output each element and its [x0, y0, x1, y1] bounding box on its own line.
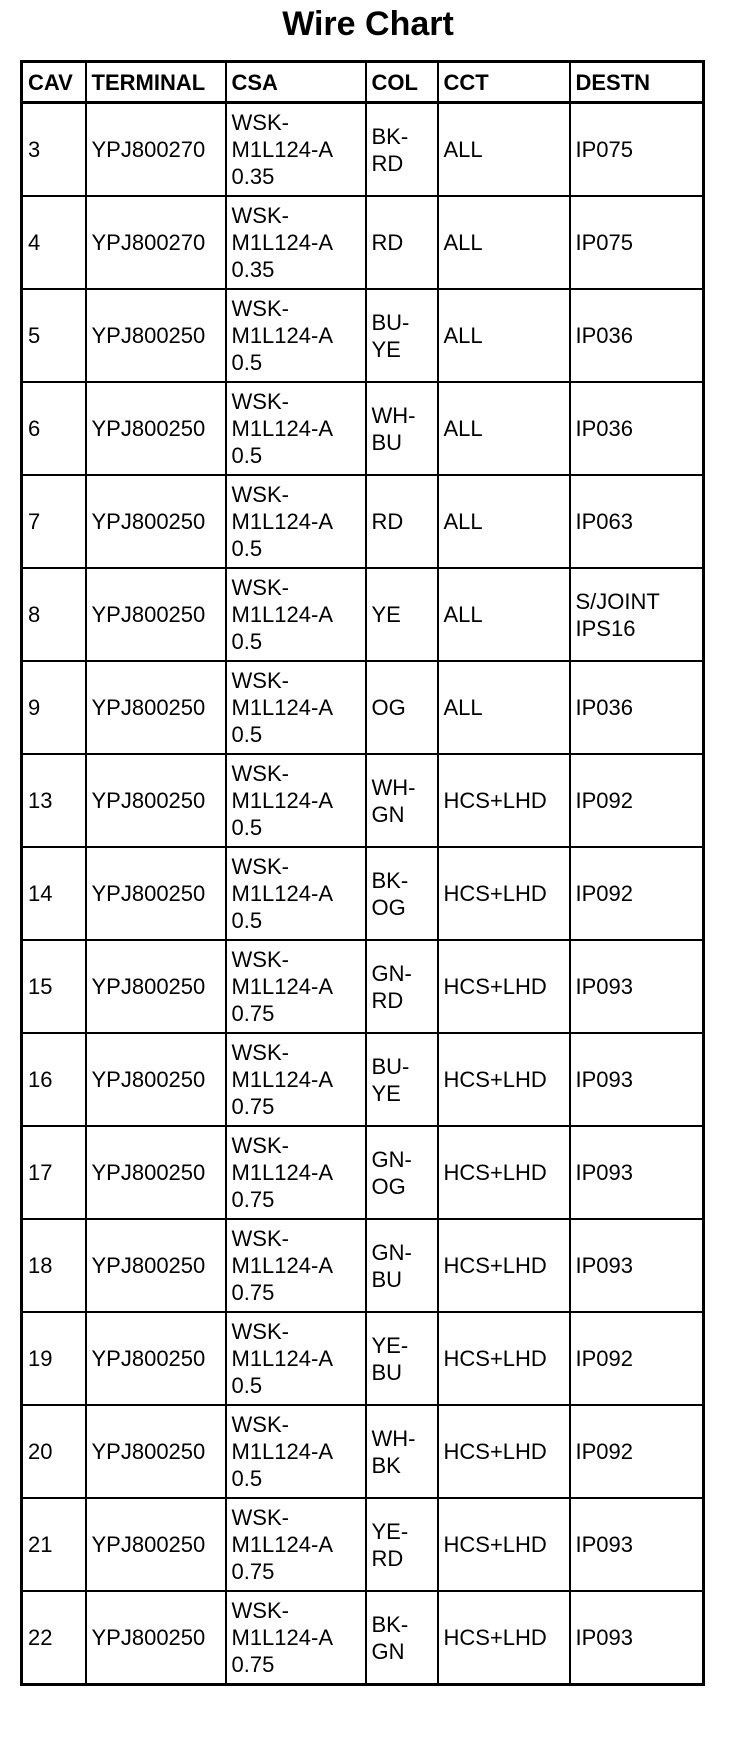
cell-destn-line: IP092: [575, 881, 633, 906]
cell-col: [366, 1591, 438, 1685]
cell-col: [366, 196, 438, 289]
cell-destn: [570, 847, 704, 940]
cell-destn-line: IP093: [575, 974, 633, 999]
cell-col-line: BU-: [371, 1053, 410, 1079]
cell-col: [366, 1033, 438, 1126]
column-header-terminal: TERMINAL: [86, 62, 226, 103]
table-row: [22, 289, 704, 382]
cell-destn-line: S/JOINT: [575, 588, 660, 614]
cell-csa: [226, 289, 366, 382]
table-row: [22, 1498, 704, 1591]
cell-terminal: YPJ800250: [86, 1219, 226, 1312]
cell-cct: HCS+LHD: [438, 1405, 570, 1498]
table-row: [22, 103, 704, 197]
cell-destn-line: IP075: [575, 137, 633, 162]
cell-csa-line: 0.75: [231, 1652, 275, 1677]
cell-csa-line: M1L124-A: [231, 1532, 334, 1557]
cell-csa-line: 0.5: [231, 722, 263, 747]
cell-csa-line: M1L124-A: [231, 974, 334, 999]
cell-csa-line: 0.75: [231, 1001, 275, 1026]
table-row: [22, 1591, 704, 1685]
cell-csa: [226, 940, 366, 1033]
column-header-csa: CSA: [226, 62, 366, 103]
cell-col-line: GN: [371, 1638, 405, 1664]
table-row: [22, 661, 704, 754]
cell-destn: [570, 1126, 704, 1219]
cell-csa-line: M1L124-A: [231, 881, 334, 906]
cell-cav: 18: [22, 1219, 86, 1312]
cell-destn: [570, 568, 704, 661]
cell-cav: 6: [22, 382, 86, 475]
cell-csa-line: WSK-: [231, 296, 289, 321]
cell-csa: [226, 475, 366, 568]
cell-cav: 14: [22, 847, 86, 940]
cell-destn: [570, 382, 704, 475]
cell-destn-line: IP063: [575, 509, 633, 534]
cell-terminal: YPJ800250: [86, 1405, 226, 1498]
cell-destn-line: IP093: [575, 1253, 633, 1278]
cell-destn: [570, 661, 704, 754]
cell-csa: [226, 1126, 366, 1219]
cell-col-line: WH-: [371, 402, 416, 428]
cell-csa-line: M1L124-A: [231, 1625, 334, 1650]
cell-csa-line: WSK-: [231, 1412, 289, 1437]
cell-csa-line: 0.35: [231, 257, 275, 282]
cell-cav: 3: [22, 103, 86, 197]
cell-cav: 21: [22, 1498, 86, 1591]
cell-cct: HCS+LHD: [438, 1498, 570, 1591]
cell-destn-line: IP036: [575, 416, 633, 441]
cell-csa-line: M1L124-A: [231, 1346, 334, 1371]
cell-cav: 17: [22, 1126, 86, 1219]
column-header-cav: CAV: [22, 62, 86, 103]
cell-terminal: YPJ800270: [86, 103, 226, 197]
column-header-destn: DESTN: [570, 62, 704, 103]
cell-terminal: YPJ800250: [86, 1312, 226, 1405]
cell-cct: ALL: [438, 382, 570, 475]
cell-csa-line: M1L124-A: [231, 602, 334, 627]
table-body: [22, 103, 704, 1685]
cell-col: [366, 1405, 438, 1498]
cell-col: [366, 1126, 438, 1219]
cell-csa-line: M1L124-A: [231, 1253, 334, 1278]
cell-terminal: YPJ800250: [86, 1591, 226, 1685]
cell-csa-line: M1L124-A: [231, 1067, 334, 1092]
cell-cct: ALL: [438, 661, 570, 754]
cell-col-line: RD: [371, 150, 404, 176]
cell-cct: HCS+LHD: [438, 1033, 570, 1126]
cell-destn: [570, 103, 704, 197]
table-header: [22, 62, 704, 103]
cell-col-line: YE: [371, 1080, 401, 1106]
cell-col: [366, 754, 438, 847]
cell-csa: [226, 103, 366, 197]
cell-cav: 9: [22, 661, 86, 754]
cell-destn: [570, 940, 704, 1033]
cell-destn: [570, 1219, 704, 1312]
cell-col-line: BK-: [371, 1611, 409, 1637]
wire-chart-table: [20, 60, 705, 1686]
cell-col: [366, 847, 438, 940]
cell-csa-line: 0.5: [231, 443, 263, 468]
cell-csa-line: 0.5: [231, 350, 263, 375]
cell-csa: [226, 1033, 366, 1126]
cell-csa-line: 0.5: [231, 1466, 263, 1491]
cell-cct: HCS+LHD: [438, 1219, 570, 1312]
cell-csa-line: 0.75: [231, 1280, 275, 1305]
cell-csa-line: 0.5: [231, 815, 263, 840]
page-title: Wire Chart: [282, 5, 454, 43]
cell-csa-line: WSK-: [231, 854, 289, 879]
cell-terminal: YPJ800250: [86, 382, 226, 475]
cell-csa: [226, 661, 366, 754]
cell-terminal: YPJ800250: [86, 661, 226, 754]
cell-col-line: GN: [371, 801, 405, 827]
cell-col-line: OG: [371, 894, 406, 920]
cell-csa-line: WSK-: [231, 761, 289, 786]
cell-col: [366, 289, 438, 382]
cell-destn: [570, 1591, 704, 1685]
cell-csa-line: M1L124-A: [231, 137, 334, 162]
table-row: [22, 196, 704, 289]
cell-destn-line: IP036: [575, 323, 633, 348]
table-row: [22, 1033, 704, 1126]
cell-destn: [570, 1498, 704, 1591]
cell-col-line: BU-: [371, 309, 410, 335]
cell-csa-line: 0.75: [231, 1187, 275, 1212]
cell-col: [366, 103, 438, 197]
cell-col-line: GN-: [371, 1239, 412, 1265]
cell-csa-line: M1L124-A: [231, 509, 334, 534]
cell-col-line: BU: [371, 1266, 403, 1292]
cell-csa-line: M1L124-A: [231, 416, 334, 441]
cell-csa-line: M1L124-A: [231, 788, 334, 813]
cell-csa: [226, 847, 366, 940]
cell-csa-line: WSK-: [231, 1133, 289, 1158]
cell-cct: ALL: [438, 568, 570, 661]
cell-col-line: RD: [371, 230, 404, 255]
cell-cct: HCS+LHD: [438, 1126, 570, 1219]
cell-terminal: YPJ800250: [86, 475, 226, 568]
cell-cav: 20: [22, 1405, 86, 1498]
table-row: [22, 1405, 704, 1498]
cell-csa-line: WSK-: [231, 482, 289, 507]
cell-csa-line: 0.35: [231, 164, 275, 189]
cell-destn: [570, 754, 704, 847]
table-row: [22, 568, 704, 661]
cell-csa-line: M1L124-A: [231, 1160, 334, 1185]
cell-csa-line: M1L124-A: [231, 230, 334, 255]
cell-destn: [570, 1312, 704, 1405]
table-row: [22, 382, 704, 475]
cell-col-line: BK: [371, 1452, 401, 1478]
cell-destn-line: IP075: [575, 230, 633, 255]
cell-destn-line: IP092: [575, 1439, 633, 1464]
cell-csa: [226, 754, 366, 847]
cell-csa-line: 0.5: [231, 629, 263, 654]
cell-col: [366, 475, 438, 568]
cell-csa: [226, 1591, 366, 1685]
cell-destn-line: IP093: [575, 1532, 633, 1557]
cell-col-line: RD: [371, 1545, 404, 1571]
cell-cct: HCS+LHD: [438, 1591, 570, 1685]
cell-destn: [570, 196, 704, 289]
cell-csa: [226, 1498, 366, 1591]
cell-col-line: BU: [371, 429, 403, 455]
cell-terminal: YPJ800250: [86, 289, 226, 382]
cell-csa-line: WSK-: [231, 1319, 289, 1344]
cell-terminal: YPJ800270: [86, 196, 226, 289]
cell-cct: ALL: [438, 103, 570, 197]
cell-terminal: YPJ800250: [86, 847, 226, 940]
cell-col: [366, 568, 438, 661]
cell-col: [366, 661, 438, 754]
cell-destn: [570, 289, 704, 382]
cell-terminal: YPJ800250: [86, 940, 226, 1033]
cell-col-line: OG: [371, 695, 406, 720]
cell-cct: ALL: [438, 196, 570, 289]
cell-csa-line: WSK-: [231, 668, 289, 693]
cell-csa-line: WSK-: [231, 947, 289, 972]
cell-csa-line: M1L124-A: [231, 323, 334, 348]
cell-csa-line: 0.75: [231, 1559, 275, 1584]
cell-csa-line: 0.5: [231, 536, 263, 561]
cell-csa: [226, 1405, 366, 1498]
cell-cav: 5: [22, 289, 86, 382]
cell-cav: 8: [22, 568, 86, 661]
cell-col-line: YE-: [371, 1518, 409, 1544]
cell-terminal: YPJ800250: [86, 1126, 226, 1219]
cell-csa-line: 0.5: [231, 1373, 263, 1398]
cell-col-line: YE: [371, 602, 401, 627]
cell-col-line: BU: [371, 1359, 403, 1385]
cell-col-line: GN-: [371, 960, 412, 986]
cell-csa-line: WSK-: [231, 1598, 289, 1623]
column-header-cct: CCT: [438, 62, 570, 103]
cell-destn-line: IP093: [575, 1067, 633, 1092]
cell-col: [366, 1219, 438, 1312]
cell-csa-line: M1L124-A: [231, 1439, 334, 1464]
table-row: [22, 1219, 704, 1312]
cell-csa: [226, 382, 366, 475]
table-row: [22, 847, 704, 940]
cell-csa-line: WSK-: [231, 110, 289, 135]
cell-destn-line: IP092: [575, 1346, 633, 1371]
cell-csa-line: M1L124-A: [231, 695, 334, 720]
cell-destn-line: IPS16: [575, 615, 636, 641]
cell-csa-line: 0.5: [231, 908, 263, 933]
cell-col-line: OG: [371, 1173, 406, 1199]
column-header-col: COL: [366, 62, 438, 103]
cell-col: [366, 940, 438, 1033]
table-row: [22, 1126, 704, 1219]
cell-destn: [570, 1033, 704, 1126]
cell-csa-line: WSK-: [231, 1505, 289, 1530]
cell-col-line: YE: [371, 336, 401, 362]
cell-destn-line: IP036: [575, 695, 633, 720]
cell-col-line: BK-: [371, 123, 409, 149]
cell-cct: ALL: [438, 289, 570, 382]
cell-cav: 13: [22, 754, 86, 847]
cell-csa-line: 0.75: [231, 1094, 275, 1119]
cell-destn: [570, 475, 704, 568]
cell-col-line: WH-: [371, 774, 416, 800]
cell-csa-line: WSK-: [231, 575, 289, 600]
cell-col-line: RD: [371, 509, 404, 534]
cell-terminal: YPJ800250: [86, 754, 226, 847]
cell-cct: HCS+LHD: [438, 847, 570, 940]
cell-csa: [226, 1219, 366, 1312]
cell-csa-line: WSK-: [231, 389, 289, 414]
cell-csa-line: WSK-: [231, 1226, 289, 1251]
cell-csa-line: WSK-: [231, 1040, 289, 1065]
cell-csa: [226, 196, 366, 289]
cell-csa: [226, 568, 366, 661]
cell-cct: HCS+LHD: [438, 1312, 570, 1405]
cell-cct: ALL: [438, 475, 570, 568]
cell-destn-line: IP092: [575, 788, 633, 813]
cell-cct: HCS+LHD: [438, 754, 570, 847]
cell-cav: 19: [22, 1312, 86, 1405]
cell-csa-line: WSK-: [231, 203, 289, 228]
cell-cav: 15: [22, 940, 86, 1033]
cell-col-line: GN-: [371, 1146, 412, 1172]
table-row: [22, 940, 704, 1033]
cell-cav: 22: [22, 1591, 86, 1685]
cell-col: [366, 382, 438, 475]
cell-col-line: RD: [371, 987, 404, 1013]
cell-terminal: YPJ800250: [86, 1498, 226, 1591]
cell-destn-line: IP093: [575, 1160, 633, 1185]
header-row: [22, 62, 704, 103]
cell-cav: 7: [22, 475, 86, 568]
cell-col: [366, 1498, 438, 1591]
cell-col-line: BK-: [371, 867, 409, 893]
cell-col: [366, 1312, 438, 1405]
table-row: [22, 1312, 704, 1405]
cell-col-line: WH-: [371, 1425, 416, 1451]
cell-csa: [226, 1312, 366, 1405]
cell-col-line: YE-: [371, 1332, 409, 1358]
cell-destn-line: IP093: [575, 1625, 633, 1650]
table-row: [22, 475, 704, 568]
cell-cct: HCS+LHD: [438, 940, 570, 1033]
cell-terminal: YPJ800250: [86, 568, 226, 661]
cell-terminal: YPJ800250: [86, 1033, 226, 1126]
cell-destn: [570, 1405, 704, 1498]
cell-cav: 4: [22, 196, 86, 289]
cell-cav: 16: [22, 1033, 86, 1126]
table-row: [22, 754, 704, 847]
